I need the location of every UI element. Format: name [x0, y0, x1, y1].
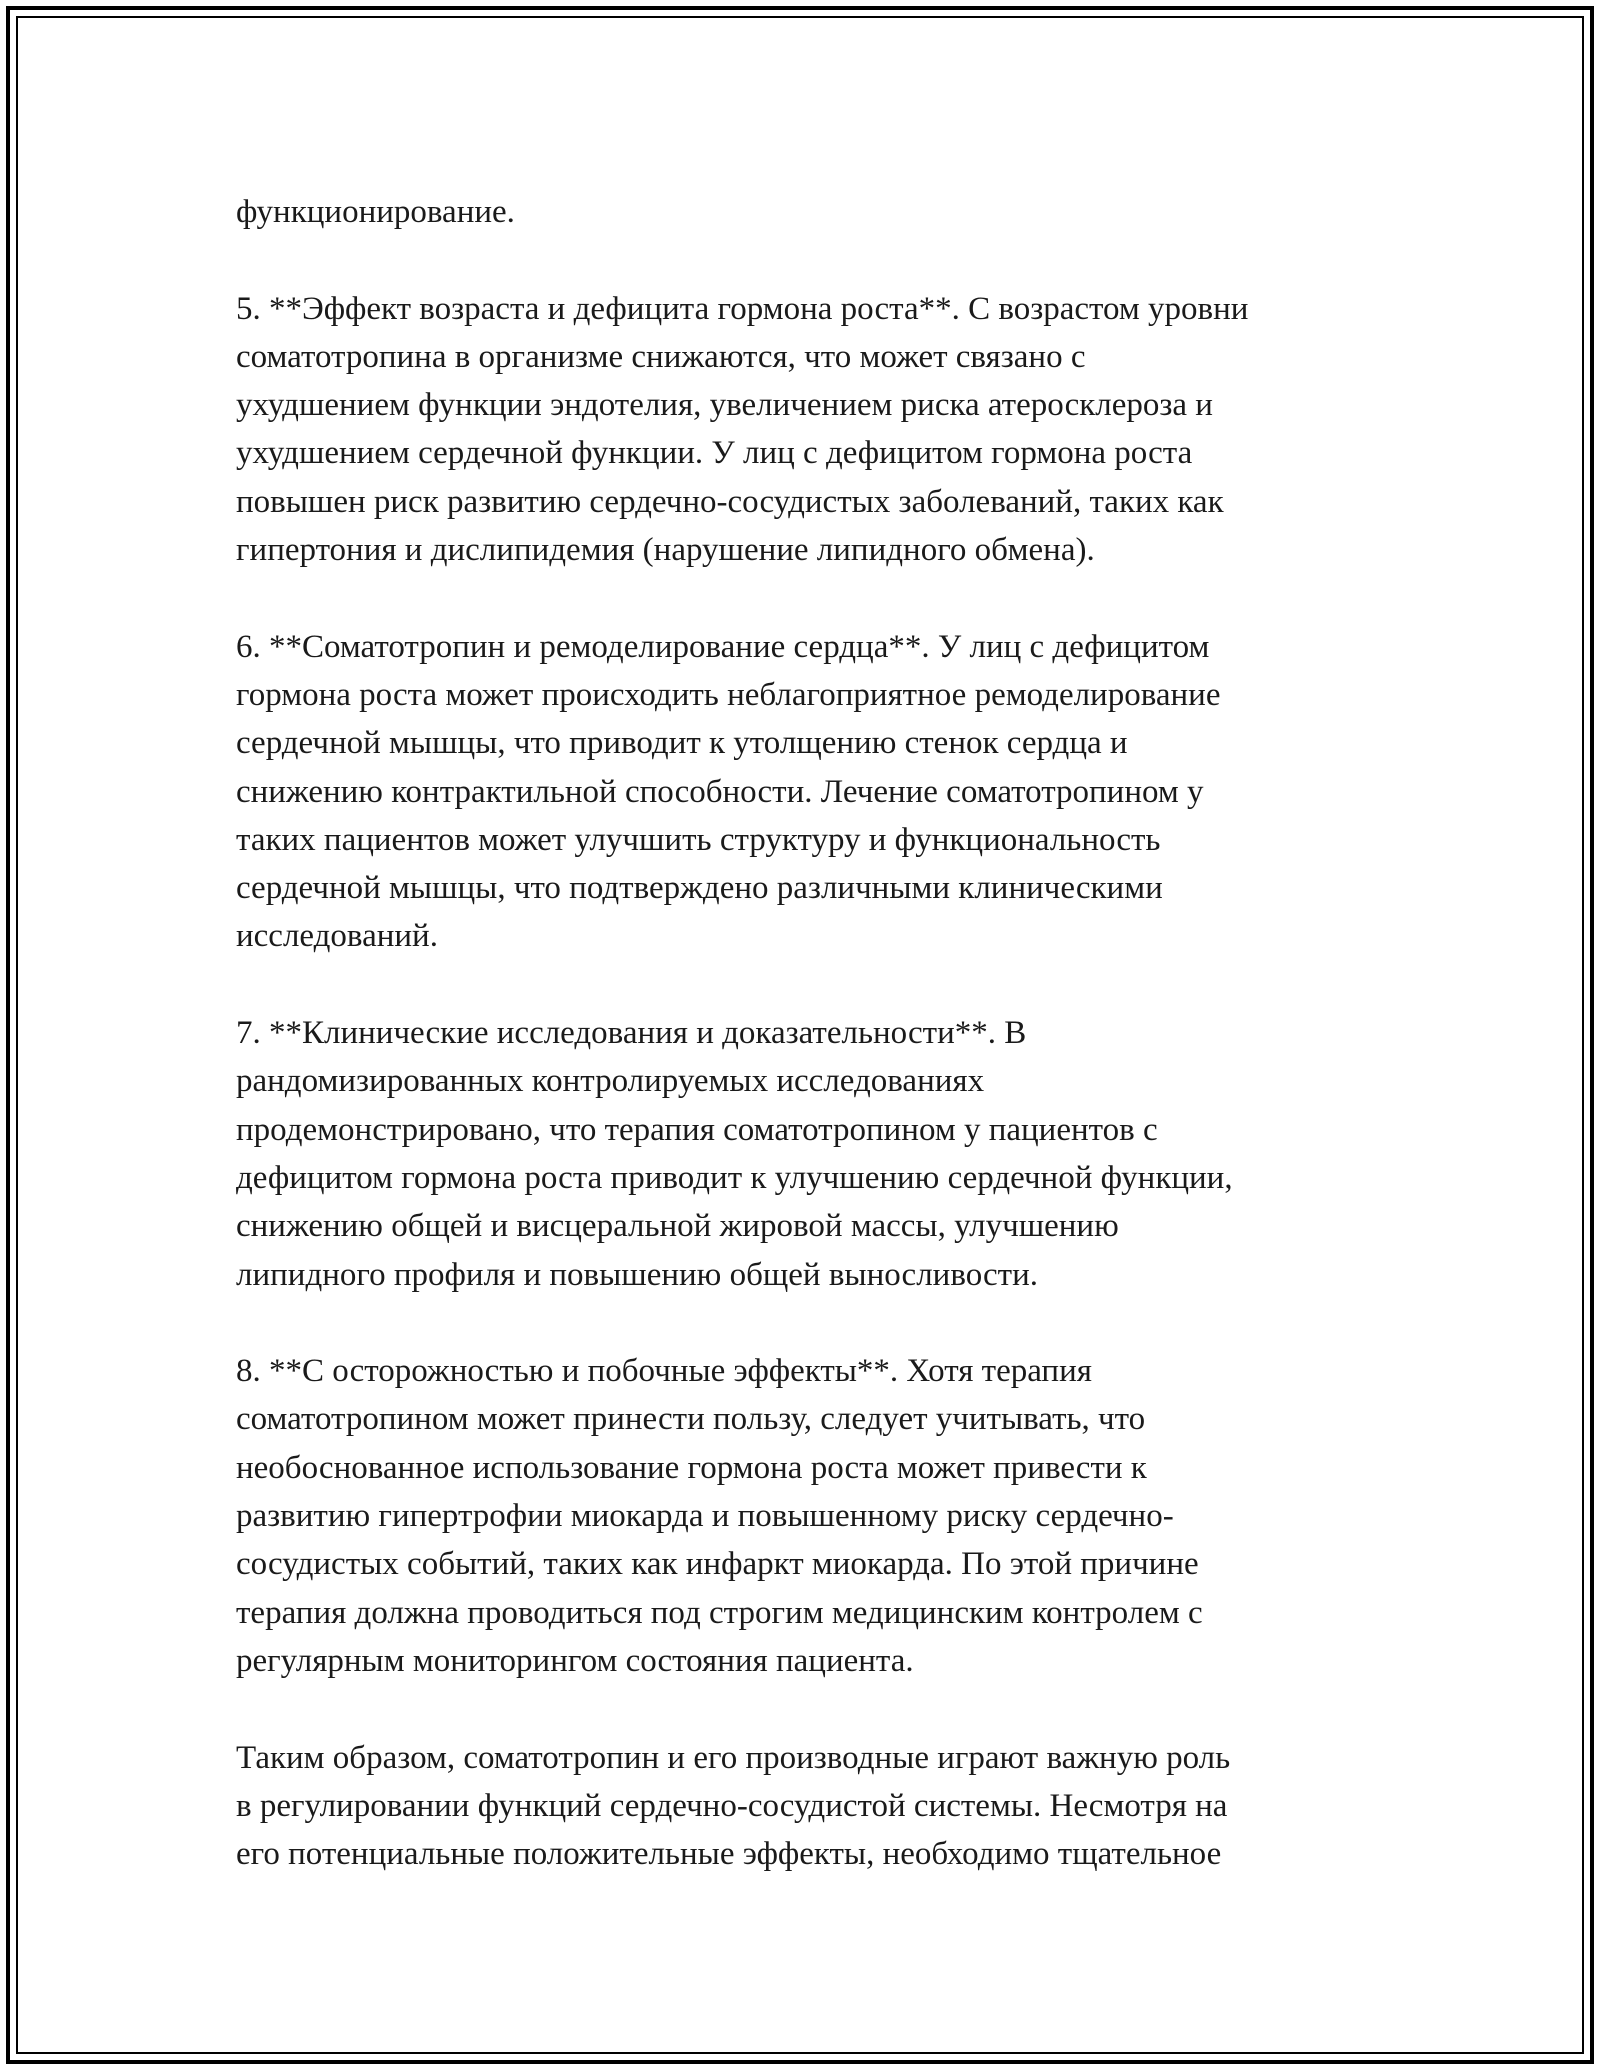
text-line: таких пациентов может улучшить структуру и функциональность	[236, 821, 1161, 858]
text-line: его потенциальные положительные эффекты, необходимо тщательное	[236, 1836, 1222, 1873]
text-line: 7. **Клинические исследования и доказательности**. В	[236, 1015, 1027, 1052]
text-line: гормона роста может происходить неблагоприятное ремоделирование	[236, 676, 1221, 713]
paragraph-gap	[236, 236, 1386, 284]
text-line: необоснованное использование гормона роста может привести к	[236, 1449, 1147, 1486]
paragraph-gap	[236, 1299, 1386, 1347]
text-line: соматотропина в организме снижаются, что может связано с	[236, 338, 1086, 375]
paragraph-gap	[236, 961, 1386, 1009]
text-line: в регулировании функций сердечно-сосудистой системы. Несмотря на	[236, 1787, 1228, 1824]
text-line: функционирование.	[236, 194, 515, 230]
text-line: исследований.	[236, 918, 438, 955]
paragraph-continuation	[236, 188, 1386, 236]
text-line: сосудистых событий, таких как инфаркт миокарда. По этой причине	[236, 1546, 1199, 1583]
text-line: сердечной мышцы, что приводит к утолщению стенок сердца и	[236, 725, 1128, 762]
text-line: развитию гипертрофии миокарда и повышенному риску сердечно-	[236, 1498, 1174, 1535]
text-line: регулярным мониторингом состояния пациента.	[236, 1642, 914, 1679]
text-line: ухудшением функции эндотелия, увеличением риска атеросклероза и	[236, 387, 1213, 424]
paragraph-gap	[236, 1685, 1386, 1733]
text-line: снижению контрактильной способности. Лечение соматотропином у	[236, 773, 1204, 810]
document-body	[236, 188, 1386, 1878]
text-line: Таким образом, соматотропин и его производные играют важную роль	[236, 1739, 1231, 1776]
text-line: гипертония и дислипидемия (нарушение липидного обмена).	[236, 532, 1095, 569]
text-line: повышен риск развитию сердечно-сосудистых заболеваний, таких как	[236, 483, 1224, 520]
paragraph-item-8	[236, 1347, 1386, 1685]
text-line: продемонстрировано, что терапия соматотропином у пациентов с	[236, 1111, 1158, 1148]
text-line: терапия должна проводиться под строгим медицинским контролем с	[236, 1594, 1203, 1631]
text-line: дефицитом гормона роста приводит к улучшению сердечной функции,	[236, 1159, 1233, 1196]
paragraph-item-7	[236, 1009, 1386, 1299]
paragraph-item-5	[236, 285, 1386, 575]
text-line: 8. **С осторожностью и побочные эффекты**. Хотя терапия	[236, 1353, 1092, 1390]
text-line: снижению общей и висцеральной жировой массы, улучшению	[236, 1208, 1119, 1245]
text-line: 5. **Эффект возраста и дефицита гормона роста**. С возрастом уровни	[236, 290, 1249, 327]
paragraph-gap	[236, 574, 1386, 622]
text-line: рандомизированных контролируемых исследованиях	[236, 1063, 985, 1100]
text-line: 6. **Соматотропин и ремоделирование сердца**. У лиц с дефицитом	[236, 628, 1210, 665]
paragraph-conclusion	[236, 1734, 1386, 1879]
text-line: сердечной мышцы, что подтверждено различными клиническими	[236, 870, 1163, 907]
paragraph-item-6	[236, 623, 1386, 961]
text-line: липидного профиля и повышению общей выносливости.	[236, 1256, 1038, 1293]
text-line: соматотропином может принести пользу, следует учитывать, что	[236, 1401, 1146, 1438]
text-line: ухудшением сердечной функции. У лиц с дефицитом гормона роста	[236, 435, 1193, 472]
